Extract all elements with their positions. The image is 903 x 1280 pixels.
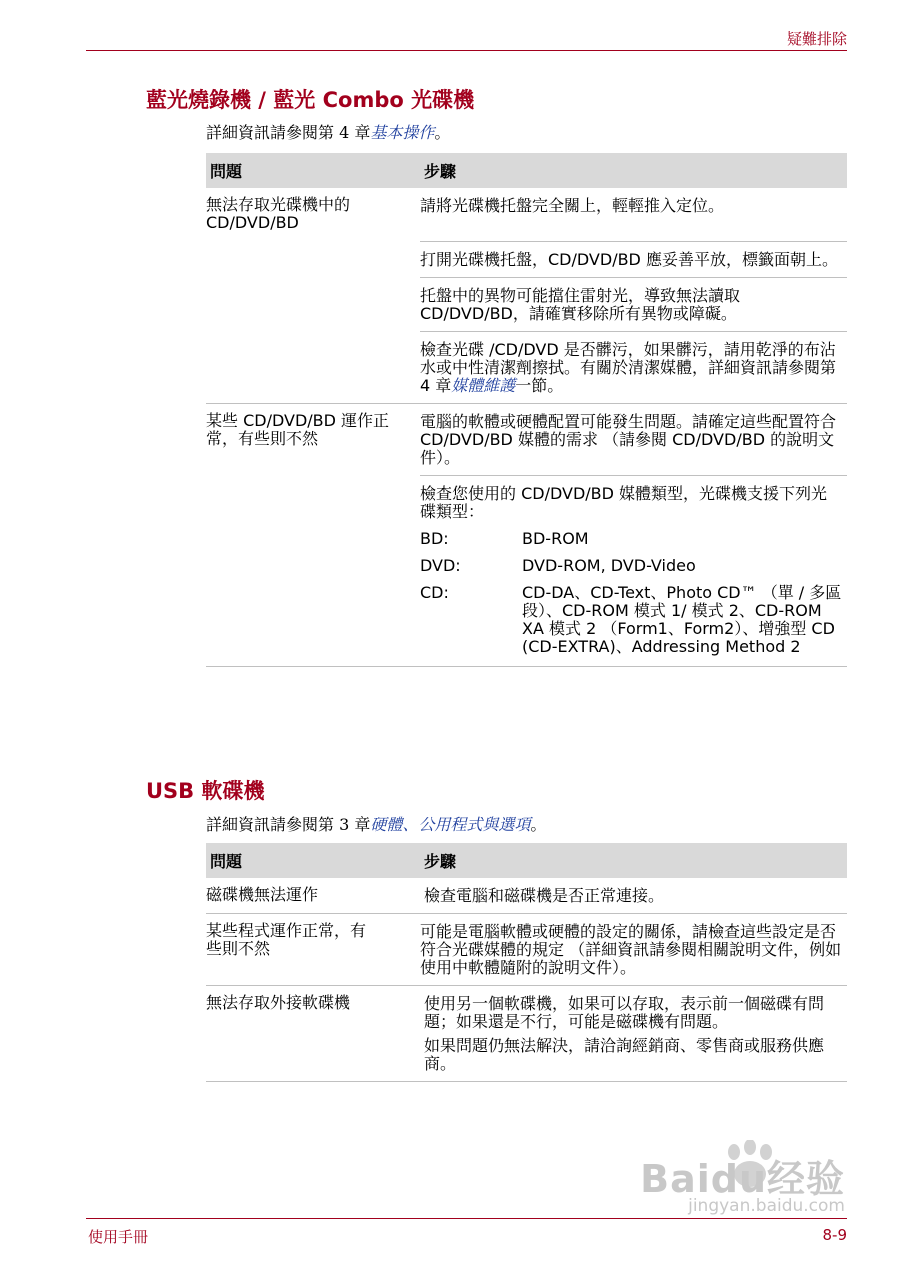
col-header-steps: 步驟 bbox=[424, 852, 457, 871]
problem-cell: 磁碟機無法運作 bbox=[206, 885, 319, 904]
intro-text: 詳細資訊請參閱第 3 章 bbox=[206, 815, 371, 834]
step-text bbox=[420, 332, 847, 403]
section-title-usb-floppy: USB 軟碟機 bbox=[146, 779, 265, 803]
media-row-dvd bbox=[420, 557, 843, 575]
troubleshoot-table-bluray bbox=[206, 153, 847, 667]
table-row bbox=[206, 878, 847, 914]
media-row-bd bbox=[420, 530, 843, 548]
section-title-bluray: 藍光燒錄機 / 藍光 Combo 光碟機 bbox=[146, 88, 475, 112]
troubleshoot-table-usb-floppy bbox=[206, 843, 847, 1082]
problem-cell: 某些程式運作正常，有些則不然 bbox=[206, 921, 367, 958]
problem-cell: 無法存取外接軟碟機 bbox=[206, 993, 351, 1012]
steps-cell bbox=[420, 188, 847, 403]
intro-suffix: 。 bbox=[434, 123, 451, 142]
steps-cell bbox=[420, 914, 847, 985]
media-row-cd bbox=[420, 584, 843, 656]
step-media-types bbox=[420, 476, 847, 666]
footer-rule bbox=[86, 1218, 847, 1219]
step-text: 檢查您使用的 CD/DVD/BD 媒體類型，光碟機支援下列光碟類型： bbox=[420, 484, 828, 521]
media-value: CD-DA、CD-Text、Photo CD™ （單 / 多區段）、CD-ROM 模式 1/ 模式 2、CD-ROM XA 模式 2 （Form1、Form2）、增強型 CD (CD-EXTRA)、Addressing Method 2 bbox=[522, 583, 842, 656]
section-intro-bluray bbox=[206, 120, 450, 143]
table-row bbox=[206, 914, 847, 986]
table-header bbox=[206, 153, 847, 188]
table-row bbox=[206, 986, 847, 1082]
table-row bbox=[206, 188, 847, 404]
watermark-url: jingyan.baidu.com bbox=[688, 1196, 845, 1216]
header-title: 疑難排除 bbox=[786, 30, 847, 48]
media-key: BD: bbox=[420, 529, 449, 548]
problem-cell: 無法存取光碟機中的 CD/DVD/BD bbox=[206, 195, 351, 232]
intro-suffix: 。 bbox=[530, 815, 547, 834]
step-text: 檢查電腦和磁碟機是否正常連接。 bbox=[424, 886, 665, 905]
step-text: 使用另一個軟碟機，如果可以存取，表示前一個磁碟有問題；如果還是不行，可能是磁碟機有問題。 bbox=[424, 994, 825, 1031]
steps-cell bbox=[424, 878, 847, 913]
col-header-problem: 問題 bbox=[210, 852, 243, 871]
media-value: DVD-ROM, DVD-Video bbox=[522, 556, 696, 575]
problem-cell: 某些 CD/DVD/BD 運作正常，有些則不然 bbox=[206, 411, 390, 448]
page-number: 8-9 bbox=[822, 1226, 847, 1244]
step-text: 托盤中的異物可能擋住雷射光，導致無法讀取 CD/DVD/BD，請確實移除所有異物或障礙。 bbox=[420, 278, 847, 332]
step-text: 打開光碟機托盤，CD/DVD/BD 應妥善平放，標籤面朝上。 bbox=[420, 242, 847, 278]
table-row bbox=[206, 404, 847, 667]
footer-title: 使用手冊 bbox=[88, 1228, 149, 1246]
step-text-part: 檢查光碟 /CD/DVD 是否髒污，如果髒污，請用乾淨的布沾水或中性清潔劑擦拭。有關於清潔媒體，詳細資訊請參閱第 4 章 bbox=[420, 340, 837, 395]
section-intro-usb-floppy bbox=[206, 812, 546, 835]
media-value: BD-ROM bbox=[522, 529, 589, 548]
header-rule bbox=[86, 50, 847, 51]
intro-text: 詳細資訊請參閱第 4 章 bbox=[206, 123, 371, 142]
steps-cell bbox=[420, 404, 847, 666]
intro-link-basic-operations[interactable]: 基本操作 bbox=[370, 123, 435, 142]
intro-link-hardware-utilities[interactable]: 硬體、公用程式與選項 bbox=[370, 815, 531, 834]
step-text: 如果問題仍無法解決，請洽詢經銷商、零售商或服務供應商。 bbox=[424, 1036, 825, 1073]
step-text-part: 一節。 bbox=[515, 376, 564, 395]
col-header-problem: 問題 bbox=[210, 162, 243, 181]
col-header-steps: 步驟 bbox=[424, 162, 457, 181]
media-key: DVD: bbox=[420, 556, 461, 575]
step-text: 可能是電腦軟體或硬體的設定的關係，請檢查這些設定是否符合光碟媒體的規定 （詳細資訊請參閱相關說明文件，例如使用中軟體隨附的說明文件）。 bbox=[420, 922, 842, 977]
step-text: 電腦的軟體或硬體配置可能發生問題。請確定這些配置符合 CD/DVD/BD 媒體的需求 （請參閱 CD/DVD/BD 的說明文件）。 bbox=[420, 404, 847, 476]
table-header bbox=[206, 843, 847, 878]
link-media-care[interactable]: 媒體維護 bbox=[451, 376, 516, 395]
steps-cell bbox=[424, 986, 847, 1081]
step-text: 請將光碟機托盤完全關上，輕輕推入定位。 bbox=[420, 188, 847, 242]
media-key: CD: bbox=[420, 583, 449, 602]
watermark-logo-text: Baidu经验 bbox=[640, 1157, 845, 1201]
